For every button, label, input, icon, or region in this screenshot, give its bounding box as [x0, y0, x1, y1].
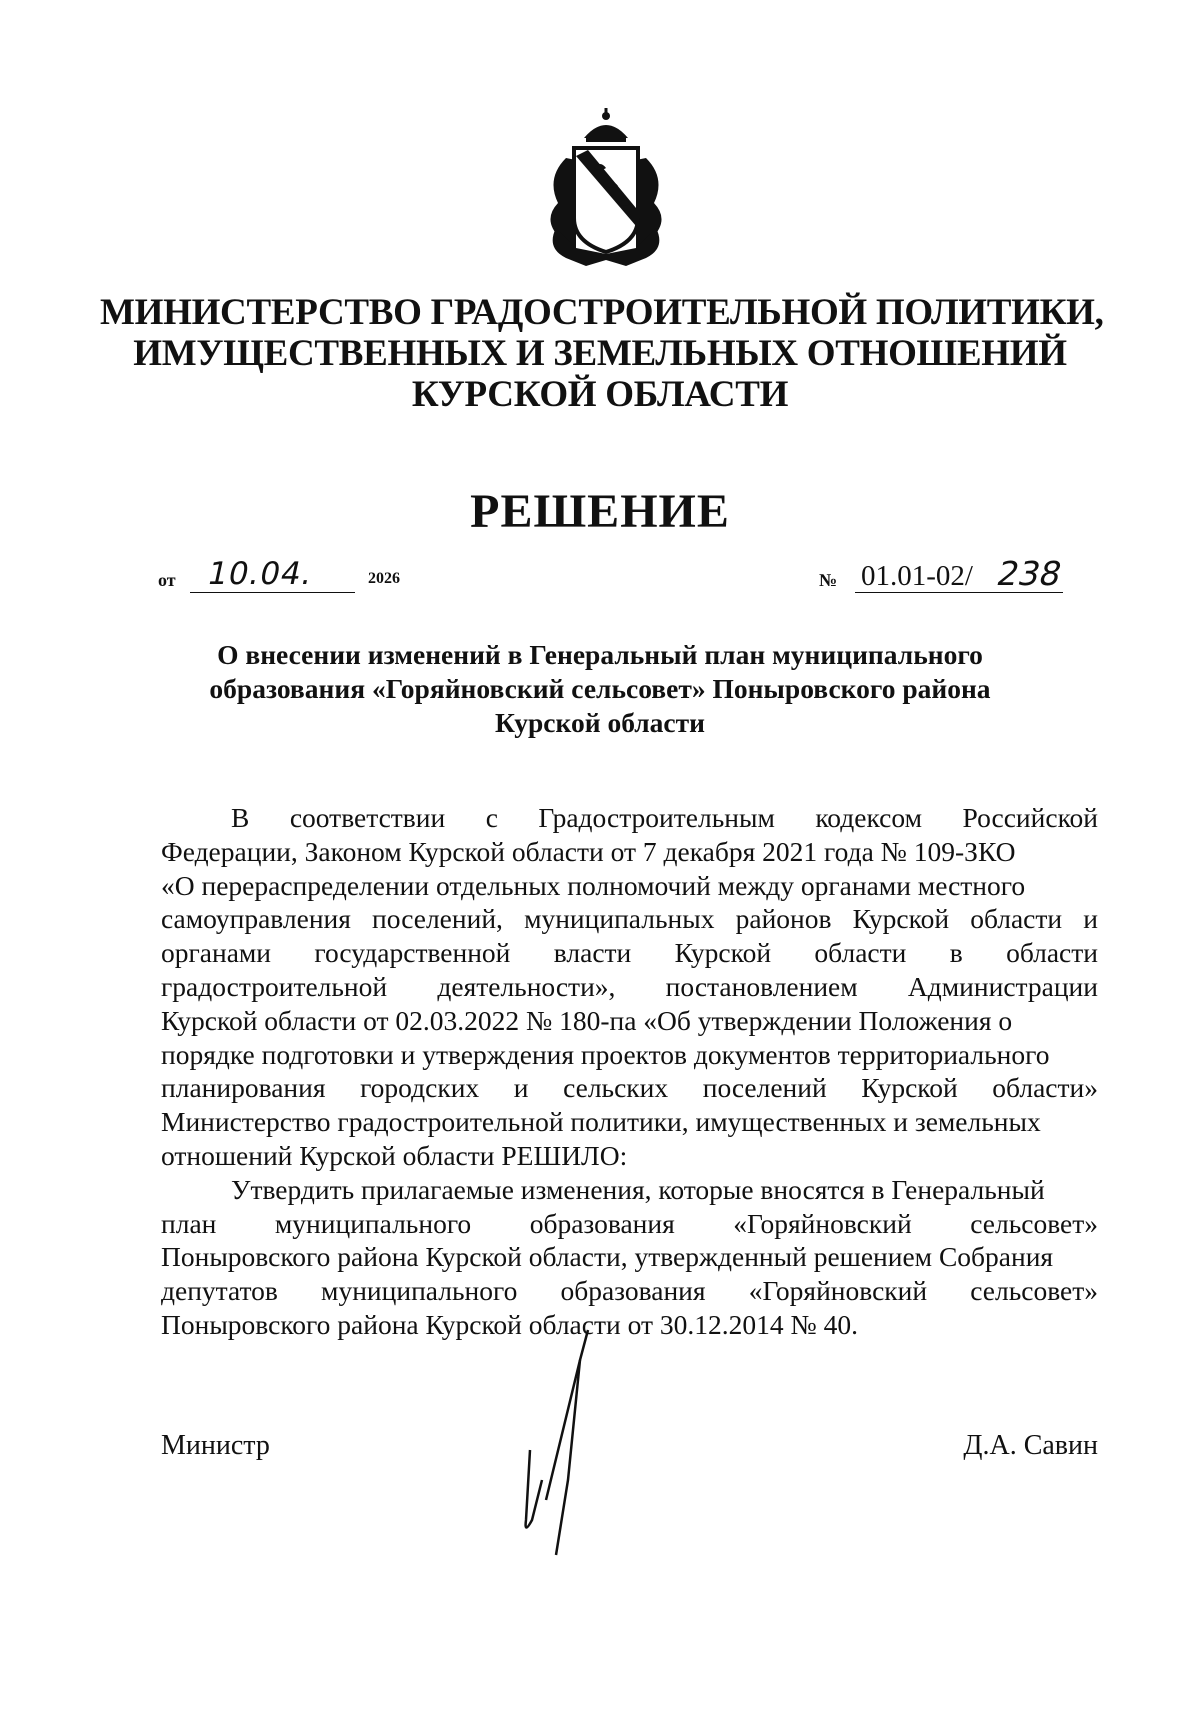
document-body	[161, 801, 1098, 1342]
body-line: порядке подготовки и утверждения проектов документов территориального	[161, 1038, 1050, 1070]
signatory-position: Министр	[161, 1430, 270, 1461]
number-printed: 01.01-02/	[861, 560, 973, 592]
ministry-name	[100, 292, 1104, 415]
body-line: Министерство градостроительной политики, имущественных и земельных	[161, 1106, 1041, 1138]
date-label: от	[158, 570, 176, 590]
body-line: органами государственной власти Курской области в области	[161, 937, 1098, 969]
coat-of-arms-icon	[536, 108, 676, 268]
body-line: Утвердить прилагаемые изменения, которые вносятся в Генеральный	[231, 1173, 1045, 1205]
signature-block	[161, 1430, 1098, 1470]
date-number-row	[158, 554, 1066, 596]
body-line: план муниципального образования «Горяйновский сельсовет»	[161, 1207, 1098, 1239]
date-year: 2026	[368, 570, 400, 587]
subject-line-2: образования «Горяйновский сельсовет» Поныровского района	[209, 673, 991, 704]
body-line: «О перераспределении отдельных полномочий между органами местного	[161, 869, 1026, 901]
body-line: градостроительной деятельности», постановлением Администрации	[161, 970, 1098, 1002]
body-line: планирования городских и сельских поселений Курской области»	[161, 1072, 1098, 1104]
date-handwritten: 10.04.	[204, 556, 317, 592]
subject-line-1: О внесении изменений в Генеральный план муниципального	[217, 639, 983, 670]
ministry-line-3: КУРСКОЙ ОБЛАСТИ	[411, 374, 789, 415]
body-line: Федерации, Законом Курской области от 7 декабря 2021 года № 109-ЗКО	[161, 835, 1016, 867]
document-title: РЕШЕНИЕ	[470, 485, 730, 538]
document-subject	[160, 638, 1040, 740]
ministry-line-2: ИМУЩЕСТВЕННЫХ И ЗЕМЕЛЬНЫХ ОТНОШЕНИЙ	[133, 333, 1067, 374]
body-line: Поныровского района Курской области от 30.12.2014 № 40.	[161, 1308, 858, 1340]
signatory-name: Д.А. Савин	[963, 1430, 1098, 1461]
body-line: Курской области от 02.03.2022 № 180-па «Об утверждении Положения о	[161, 1004, 1013, 1036]
number-label: №	[819, 570, 838, 590]
subject-line-3: Курской области	[494, 707, 705, 738]
body-line: В соответствии с Градостроительным кодексом Российской	[231, 802, 1098, 833]
body-line: депутатов муниципального образования «Горяйновский сельсовет»	[161, 1275, 1098, 1307]
number-handwritten: 238	[993, 554, 1066, 593]
body-line: самоуправления поселений, муниципальных районов Курской области и	[161, 903, 1098, 935]
body-line: Поныровского района Курской области, утвержденный решением Собрания	[161, 1241, 1054, 1273]
date-underline	[190, 592, 355, 593]
ministry-line-1: МИНИСТЕРСТВО ГРАДОСТРОИТЕЛЬНОЙ ПОЛИТИКИ,	[100, 292, 1104, 333]
body-line: отношений Курской области РЕШИЛО:	[161, 1139, 628, 1171]
